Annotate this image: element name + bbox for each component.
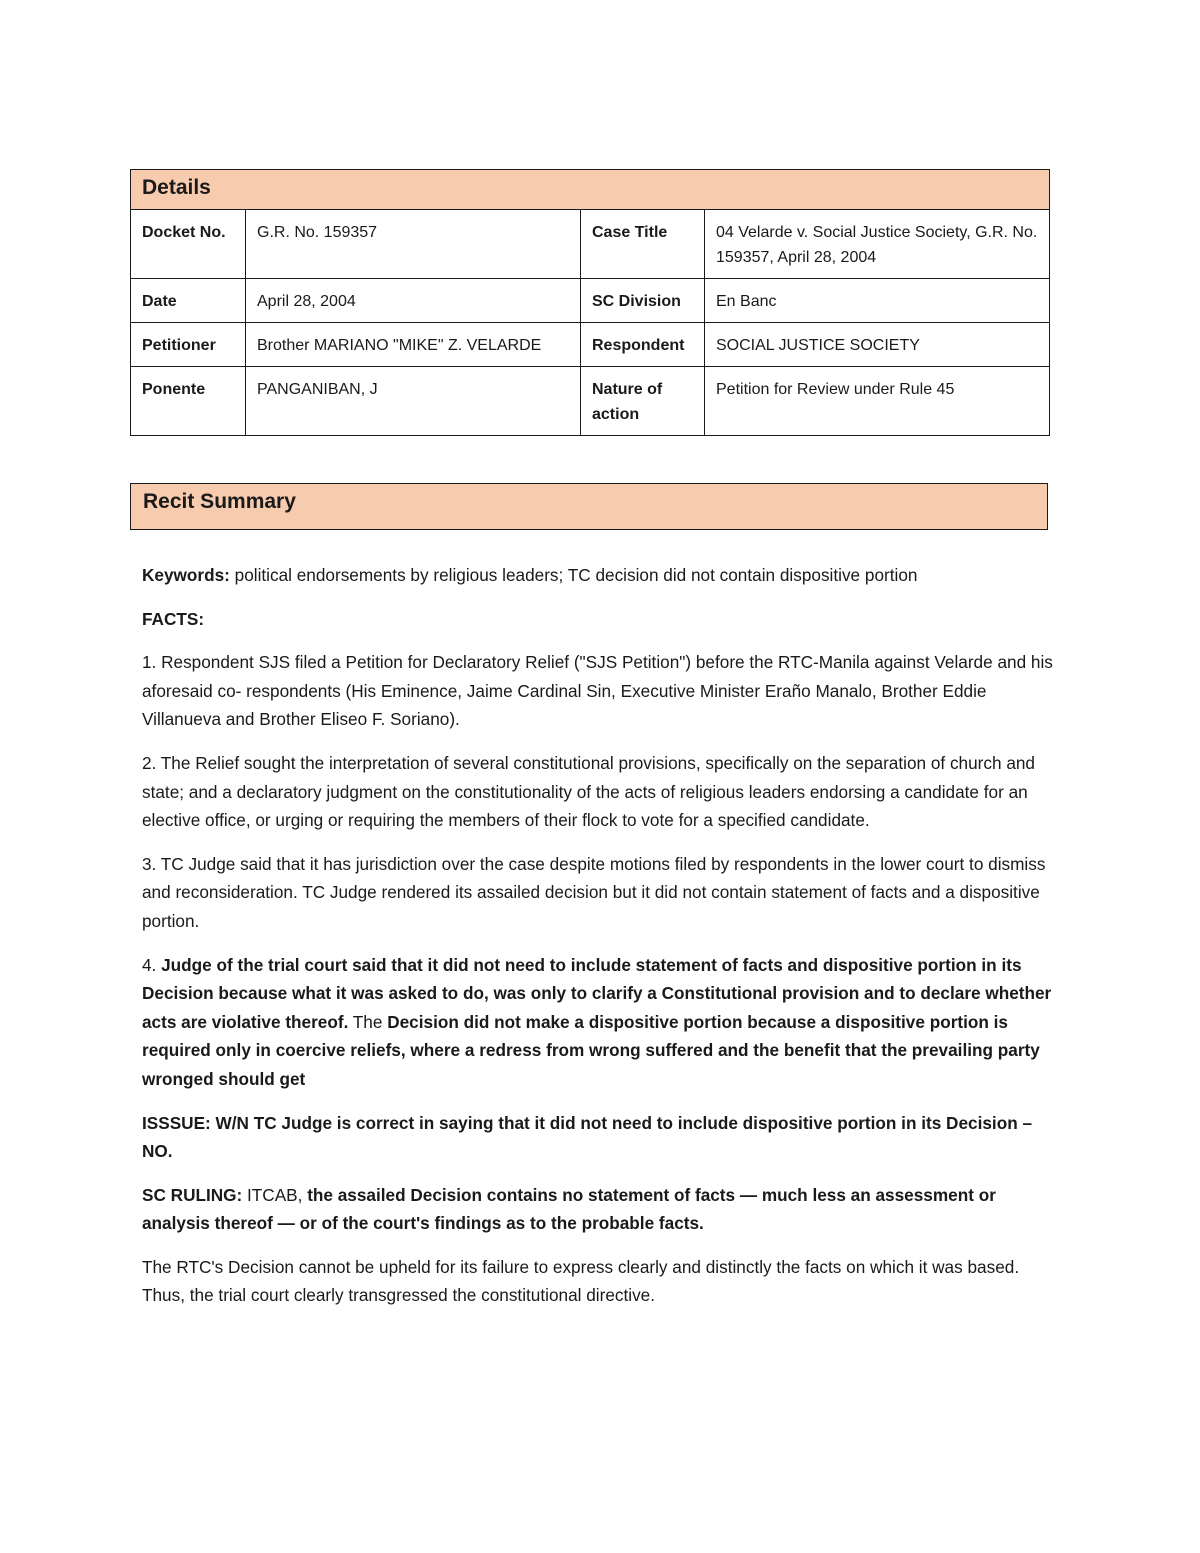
table-row (131, 367, 1050, 436)
nature-label: Nature of action (581, 367, 705, 436)
docket-value: G.R. No. 159357 (246, 210, 581, 279)
recit-body (142, 561, 1062, 1325)
recit-summary-header (130, 483, 1048, 530)
recit-summary-title: Recit Summary (143, 490, 296, 513)
fact-4-plain: The (348, 1011, 388, 1032)
date-value: April 28, 2004 (246, 279, 581, 323)
keywords-text: political endorsements by religious leaders; TC decision did not contain dispositive portion (229, 565, 918, 585)
sc-division-value: En Banc (705, 279, 1050, 323)
facts-heading: FACTS: (142, 608, 205, 629)
keywords-label: Keywords: (142, 565, 230, 585)
table-row (131, 210, 1050, 279)
sc-division-label: SC Division (581, 279, 705, 323)
ruling-paragraph (142, 1181, 1062, 1238)
respondent-label: Respondent (581, 323, 705, 367)
fact-2: 2. The Relief sought the interpretation of several constitutional provisions, specifically on the separation of church and state; and a declaratory judgment on the constitutionality of the acts of religious leaders endorsing a candidate for an elective office, or urging or requiring the members of their flock to vote for a specified candidate. (142, 752, 1035, 831)
case-title-label: Case Title (581, 210, 705, 279)
table-row (131, 323, 1050, 367)
fact-4 (142, 951, 1062, 1094)
fact-4-bold-1: Judge of the trial court said that it did not need to include statement of facts and dispositive portion in its Decision because what it was asked to do, was only to clarify a Constitutional provision and to declare whether acts are violative thereof. (142, 954, 1052, 1032)
fact-4-bold-2: Decision did not make a dispositive portion because a dispositive portion is required only in coercive reliefs, where a redress from wrong suffered and the benefit that the prevailing party wronged should get (142, 1011, 1040, 1089)
fact-3: 3. TC Judge said that it has jurisdiction over the case despite motions filed by respondents in the lower court to dismiss and reconsideration. TC Judge rendered its assailed decision but it did not contain statement of facts and a dispositive portion. (142, 853, 1046, 931)
fact-4-number: 4. (142, 954, 162, 975)
ruling-label: SC RULING: (142, 1184, 248, 1205)
docket-label: Docket No. (131, 210, 246, 279)
ruling-bold: the assailed Decision contains no statement of facts — much less an assessment or analysis thereof — or of the court's findings as to the probable facts. (142, 1184, 996, 1234)
conclusion-paragraph: The RTC's Decision cannot be upheld for its failure to express clearly and distinctly the facts on which it was based. Thus, the trial court clearly transgressed the constitutional directive. (142, 1256, 1020, 1306)
date-label: Date (131, 279, 246, 323)
ruling-plain: ITCAB, (247, 1184, 303, 1205)
ponente-label: Ponente (131, 367, 246, 436)
table-row (131, 279, 1050, 323)
keywords-paragraph (142, 561, 1062, 590)
ponente-value: PANGANIBAN, J (246, 367, 581, 436)
petitioner-value: Brother MARIANO "MIKE" Z. VELARDE (246, 323, 581, 367)
fact-1: 1. Respondent SJS filed a Petition for Declaratory Relief ("SJS Petition") before the RTC-Manila against Velarde and his aforesaid co- respondents (His Eminence, Jaime Cardinal Sin, Executive Minister Eraño Manalo, Brother Eddie Villanueva and Brother Eliseo F. Soriano). (142, 652, 1053, 730)
nature-value: Petition for Review under Rule 45 (705, 367, 1050, 436)
case-title-value: 04 Velarde v. Social Justice Society, G.R. No. 159357, April 28, 2004 (705, 210, 1050, 279)
respondent-value: SOCIAL JUSTICE SOCIETY (705, 323, 1050, 367)
details-header: Details (131, 170, 1050, 210)
petitioner-label: Petitioner (131, 323, 246, 367)
issue-paragraph: ISSSUE: W/N TC Judge is correct in saying that it did not need to include dispositive portion in its Decision – NO. (142, 1112, 1033, 1162)
details-table (130, 169, 1050, 436)
